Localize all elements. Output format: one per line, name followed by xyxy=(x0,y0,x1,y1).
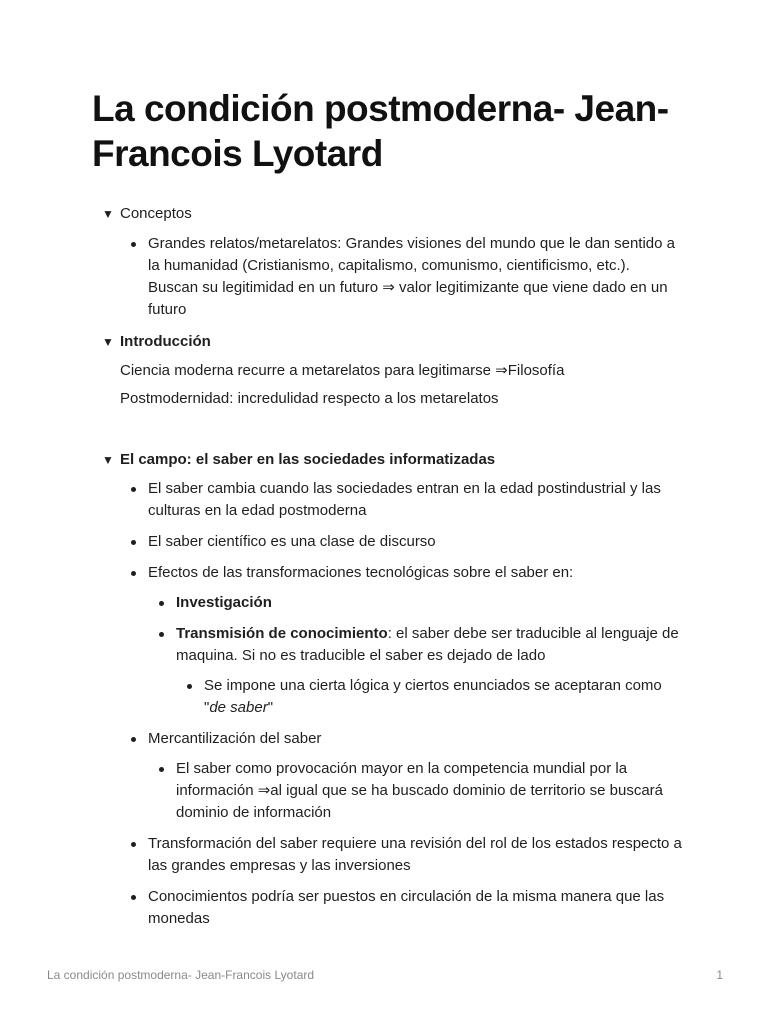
toggle-introduccion xyxy=(102,330,682,448)
list-item xyxy=(120,728,682,824)
page-number: 1 xyxy=(716,968,723,982)
list-item-text: " xyxy=(267,699,274,716)
bullet-list xyxy=(120,233,682,321)
list-item: El saber como provocación mayor en la competencia mundial por la información ⇒al igual que se ha buscado dominio de territorio se buscará dominio de información xyxy=(148,758,682,824)
toggle-heading: Introducción xyxy=(120,333,211,350)
bullet-list-nested xyxy=(148,592,682,719)
toggle-heading: Conceptos xyxy=(120,205,192,222)
list-item-italic: de saber xyxy=(209,699,268,716)
toggle-body-conceptos xyxy=(102,226,682,321)
list-item: El saber cambia cuando las sociedades entran en la edad postindustrial y las culturas en la edad postmoderna xyxy=(120,478,682,522)
list-item-text: : el saber debe ser traducible al lenguaje de maquina. Si no es traducible el saber es dejado de lado xyxy=(176,625,679,664)
toggle-campo xyxy=(102,448,682,930)
bullet-list-nested xyxy=(148,758,682,824)
list-item xyxy=(120,562,682,719)
page-footer xyxy=(47,968,723,982)
list-item-bold: Transmisión de conocimiento xyxy=(176,625,388,642)
document-content xyxy=(102,202,682,930)
toggle-header-conceptos[interactable] xyxy=(102,202,682,226)
list-item-text: Mercantilización del saber xyxy=(148,730,322,747)
list-item xyxy=(148,623,682,719)
triangle-down-icon[interactable]: ▼ xyxy=(102,335,114,349)
footer-title: La condición postmoderna- Jean-Francois Lyotard xyxy=(47,968,315,982)
toggle-header-introduccion[interactable] xyxy=(102,330,682,354)
toggle-body-introduccion xyxy=(102,354,682,410)
list-item-text: Investigación xyxy=(176,594,272,611)
toggle-heading: El campo: el saber en las sociedades informatizadas xyxy=(120,451,496,468)
list-item-text: Efectos de las transformaciones tecnológicas sobre el saber en: xyxy=(148,564,574,581)
list-item: Conocimientos podría ser puestos en circulación de la misma manera que las monedas xyxy=(120,886,682,930)
toggle-header-campo[interactable] xyxy=(102,448,682,472)
toggle-body-campo xyxy=(102,472,682,930)
bullet-list-nested xyxy=(176,675,682,719)
list-item: Transformación del saber requiere una revisión del rol de los estados respecto a las grandes empresas y las inversiones xyxy=(120,833,682,877)
bullet-list xyxy=(120,478,682,930)
list-item xyxy=(176,675,682,719)
triangle-down-icon[interactable]: ▼ xyxy=(102,207,114,221)
paragraph: Ciencia moderna recurre a metarelatos para legitimarse ⇒Filosofía xyxy=(120,362,565,379)
triangle-down-icon[interactable]: ▼ xyxy=(102,453,114,467)
list-item: Grandes relatos/metarelatos: Grandes visiones del mundo que le dan sentido a la humanidad (Cristianismo, capitalismo, comunismo, cientificismo, etc.). Buscan su legitimidad en un futuro ⇒ valor legitimizante que viene dado en un futuro xyxy=(120,233,682,321)
list-item xyxy=(148,592,682,614)
list-item-text: Se impone una cierta lógica y ciertos enunciados se aceptaran como " xyxy=(204,677,662,716)
paragraph: Postmodernidad: incredulidad respecto a los metarelatos xyxy=(120,390,499,407)
toggle-conceptos xyxy=(102,202,682,330)
page-title: La condición postmoderna- Jean-Francois Lyotard xyxy=(92,88,669,174)
list-item: El saber científico es una clase de discurso xyxy=(120,531,682,553)
